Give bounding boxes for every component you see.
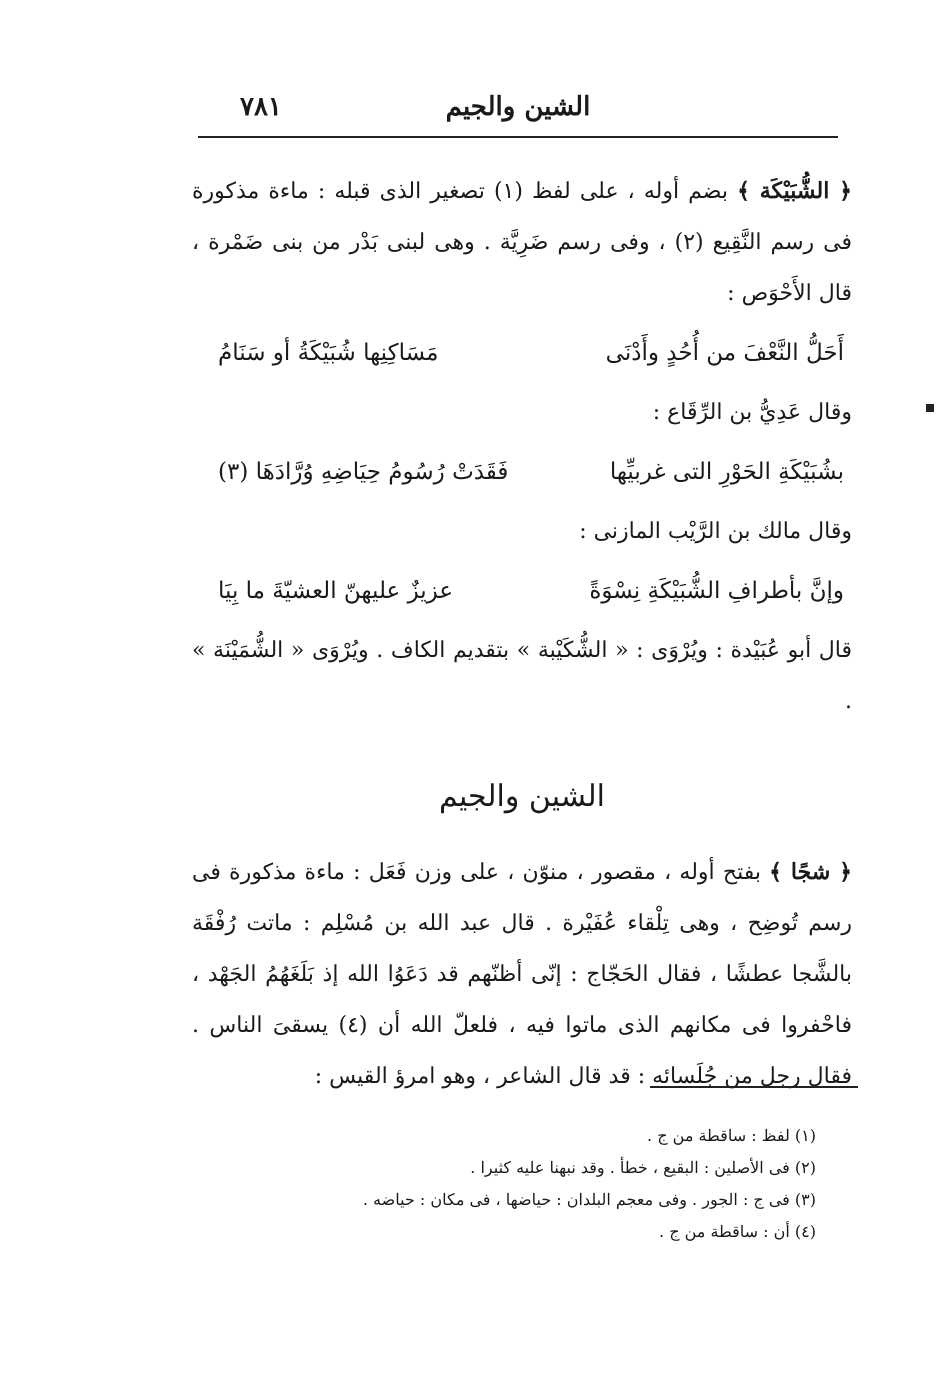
headword: ﴿ شجًا ﴾ [769,859,853,885]
header-rule [198,136,838,138]
headword: ﴿ الشُّبَيْكَة ﴾ [737,178,852,204]
running-title: الشين والجيم [445,92,591,122]
verse-hemistich: أَحَلُّ النَّعْفَ من أُحُدٍ وأَدْنَى [605,340,844,366]
verse-line [192,325,852,381]
verse-hemistich: عزيزٌ عليهنّ العشيّةَ ما بِيَا [218,578,454,604]
entry-text: بضم أوله ، على لفظ (١) تصغير الذى قبله : ماءة مذكورة فى رسم النَّقِيع (٢) ، وفى رسم ضَرِيَّة . وهى لبنى بَدْر من بنى ضَمْرة ، قال الأَحْوَص : [192,179,853,306]
footnote: (١) لفظ : ساقطة من ج . [647,1126,816,1145]
page-body [192,166,852,1102]
footnote-rule [650,1086,858,1088]
poet-intro: وقال عَدِيُّ بن الرِّقَاع : [652,400,852,425]
footnotes [280,1120,816,1248]
footnote: (٢) فى الأصلين : البقيع ، خطأ . وقد نبهنا عليه كثيرا . [470,1158,816,1177]
entry-shubaykah [192,166,852,319]
verse-hemistich: فَقَدَتْ رُسُومُ حِيَاضِهِ وُرَّادَهَا (٣) [218,459,509,485]
verse-line [192,563,852,619]
verse-hemistich: وإنَّ بأطرافِ الشُّبَيْكَةِ نِسْوَةً [589,578,844,604]
entry-closing: قال أبو عُبَيْدة : ويُرْوَى : « الشُّكَيْبة » بتقديم الكاف . ويُرْوَى « الشُّمَيْنَة » . [192,638,852,714]
page-number: ٧٨١ [240,92,282,122]
entry-text: بفتح أوله ، مقصور ، منوّن ، على وزن فَعَل : ماءة مذكورة فى رسم تُوضِح ، وهى تِلْقاء عُفَيْرة . قال عبد الله بن مُسْلِم : ماتت رُفْقَة بالشَّجا عطشًا ، فقال الحَجّاج : إنّى أظنّهم قد دَعَوُا الله إذ بَلَغَهُمُ الجَهْد ، فاحْفروا فى مكانهم الذى ماتوا فيه ، فلعلّ الله أن (٤) يسقىَ الناس . فقال رجل من جُلَسائه : قد قال الشاعر ، وهو امرؤ القيس : [192,860,852,1089]
section-title: الشين والجيم [438,779,605,814]
footnote: (٤) أن : ساقطة من ج . [659,1222,816,1241]
entry-shaja [192,847,852,1102]
verse-hemistich: مَسَاكِنِها شُبَيْكَةُ أو سَنَامُ [218,340,439,366]
verse-hemistich: بشُبَيْكَةِ الحَوْرِ التى غربيِّها [609,459,844,485]
poet-intro: وقال مالك بن الرَّيْب المازنى : [579,519,852,544]
footnote: (٣) فى ج : الجور . وفى معجم البلدان : حياضها ، فى مكان : حياضه . [362,1190,816,1209]
page-header [200,92,836,132]
margin-mark [926,404,934,412]
verse-line [192,444,852,500]
